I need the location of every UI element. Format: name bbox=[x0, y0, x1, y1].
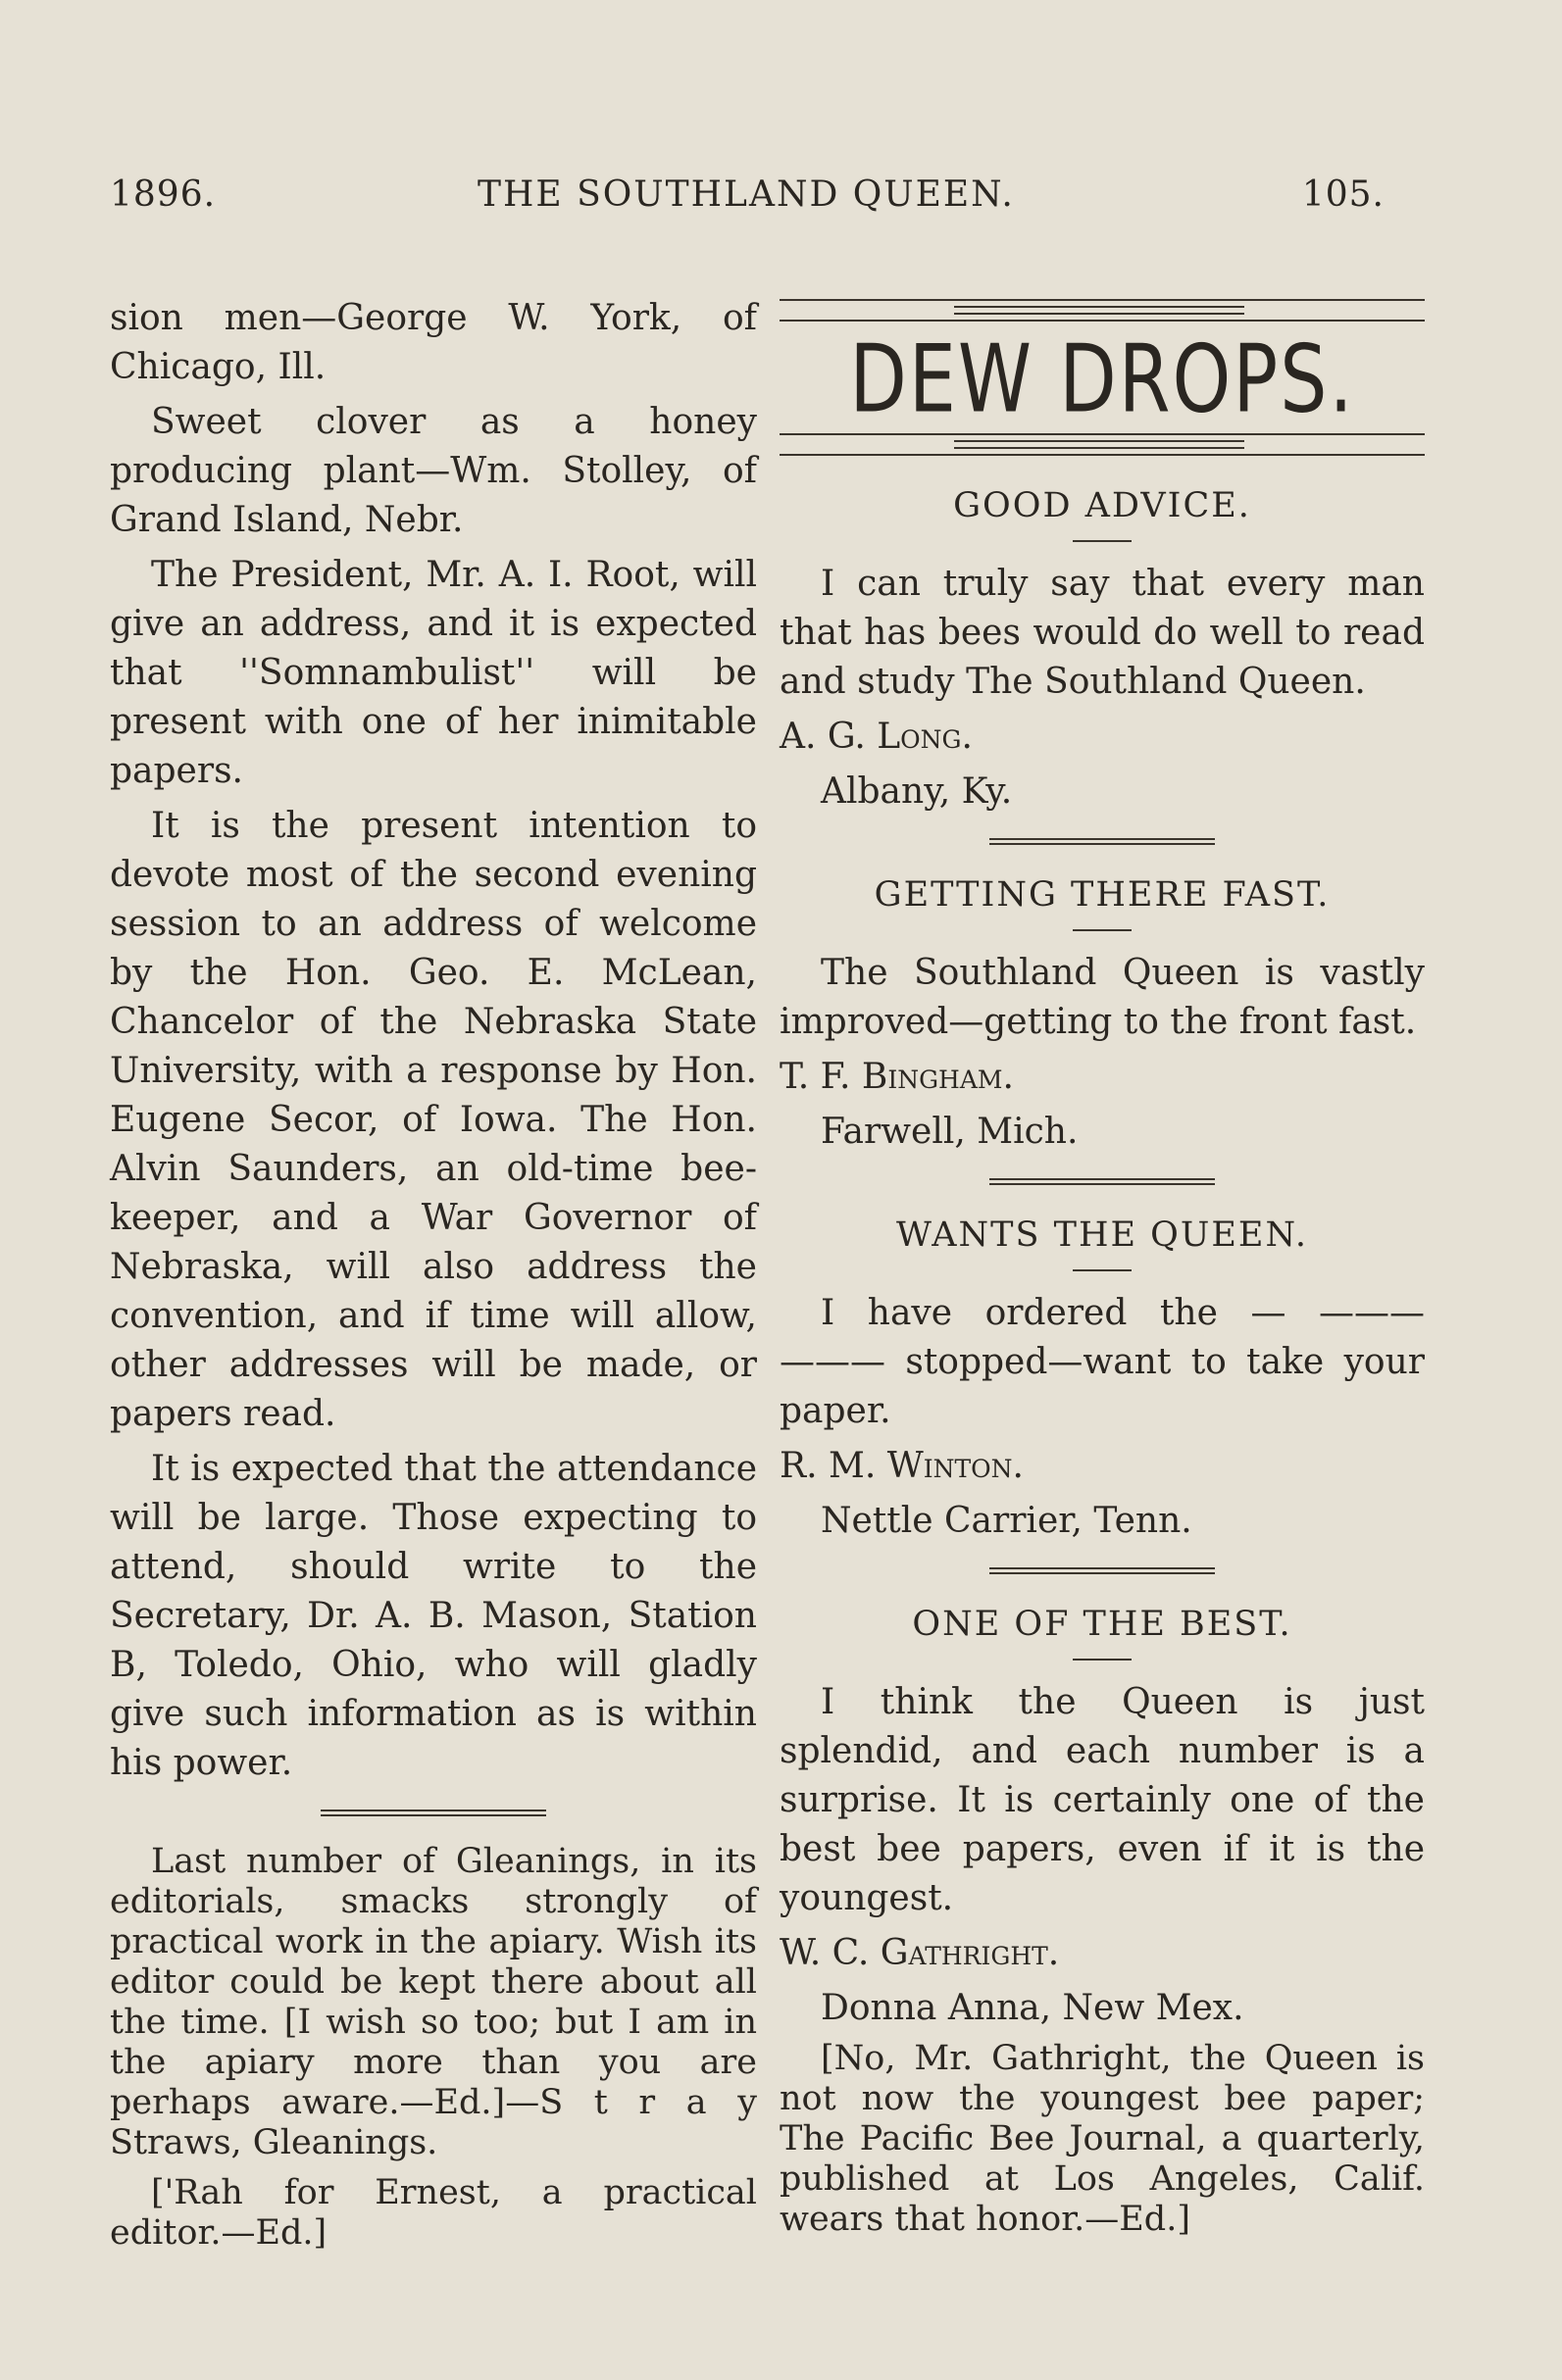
right-column bbox=[780, 294, 1425, 2250]
item-heading: WANTS THE QUEEN. bbox=[896, 1215, 1308, 1255]
divider bbox=[1073, 929, 1132, 931]
editor-note: [No, Mr. Gathright, the Queen is not now the youngest bee paper; The Pacific Bee Journal, a quarterly, published at Los Angeles, Calif. wears that honor.—Ed.] bbox=[780, 2039, 1425, 2239]
place: Nettle Carrier, Tenn. bbox=[821, 1501, 1192, 1541]
place: Farwell, Mich. bbox=[821, 1112, 1079, 1152]
place: Albany, Ky. bbox=[821, 771, 1013, 812]
left-column bbox=[110, 294, 757, 2263]
divider bbox=[989, 1178, 1215, 1185]
testimonial-body: I think the Queen is just splendid, and each number is a surprise. It is certainly one of the best bee papers, even if it is the youngest. bbox=[780, 1682, 1425, 1918]
item-heading: GOOD ADVICE. bbox=[953, 486, 1251, 525]
paragraph: It is expected that the attendance will be large. Those expecting to attend, should write to the Secretary, Dr. A. B. Mason, Station B, Toledo, Ohio, who will gladly give such information as is within his power. bbox=[110, 1449, 757, 1783]
testimonial-body: I have ordered the — ——— ——— stopped—want to take your paper. bbox=[780, 1293, 1425, 1431]
page-number: 105. bbox=[1301, 174, 1385, 215]
place: Donna Anna, New Mex. bbox=[821, 1988, 1244, 2028]
divider bbox=[989, 1567, 1215, 1574]
paragraph: sion men—George W. York, of Chicago, Ill. bbox=[110, 298, 757, 387]
divider bbox=[321, 1810, 546, 1816]
paragraph: Sweet clover as a honey producing plant—Wm. Stolley, of Grand Island, Nebr. bbox=[110, 402, 757, 540]
testimonial-body: I can truly say that every man that has bees would do well to read and study The Southland Queen. bbox=[780, 564, 1425, 702]
item-heading: GETTING THERE FAST. bbox=[874, 875, 1331, 915]
gleanings-note bbox=[110, 1842, 757, 2254]
paragraph: Last number of Gleanings, in its editorials, smacks strongly of practical work in the apiary. Wish its editor could be kept there about all the time. [I wish so too; but I am in the apiary more than you are perhaps aware.—Ed.]—S t r a y Straws, Gleanings. bbox=[110, 1842, 757, 2162]
divider bbox=[1073, 540, 1132, 542]
header-title: THE SOUTHLAND QUEEN. bbox=[478, 174, 1015, 215]
masthead-rule-bottom bbox=[780, 433, 1425, 456]
divider bbox=[1073, 1269, 1132, 1271]
divider bbox=[1073, 1659, 1132, 1661]
paragraph: It is the present intention to devote most of the second evening session to an address of welcome by the Hon. Geo. E. McLean, Chancelor of the Nebraska State University, with a response by Hon. Eugene Secor, of Iowa. The Hon. Alvin Saunders, an old-time bee-keeper, and a War Governor of Nebraska, will also address the convention, and if time will allow, other addresses will be made, or papers read. bbox=[110, 806, 757, 1434]
running-head bbox=[110, 174, 1385, 233]
paragraph: ['Rah for Ernest, a practical editor.—Ed.] bbox=[110, 2173, 757, 2253]
signature: W. C. Gathright. bbox=[780, 1933, 1060, 1973]
testimonial-body: The Southland Queen is vastly improved—getting to the front fast. bbox=[780, 953, 1425, 1042]
masthead-rule-top bbox=[780, 299, 1425, 322]
paragraph: The President, Mr. A. I. Root, will give an address, and it is expected that ''Somnambulist'' will be present with one of her inimitable papers. bbox=[110, 555, 757, 791]
header-year: 1896. bbox=[110, 174, 217, 215]
divider bbox=[989, 838, 1215, 845]
signature: T. F. Bingham. bbox=[780, 1057, 1014, 1097]
section-title: DEW DROPS. bbox=[849, 323, 1355, 433]
editor-note-block bbox=[780, 2039, 1425, 2240]
signature: A. G. Long. bbox=[780, 717, 973, 757]
signature: R. M. Winton. bbox=[780, 1446, 1024, 1486]
item-heading: ONE OF THE BEST. bbox=[912, 1605, 1292, 1644]
